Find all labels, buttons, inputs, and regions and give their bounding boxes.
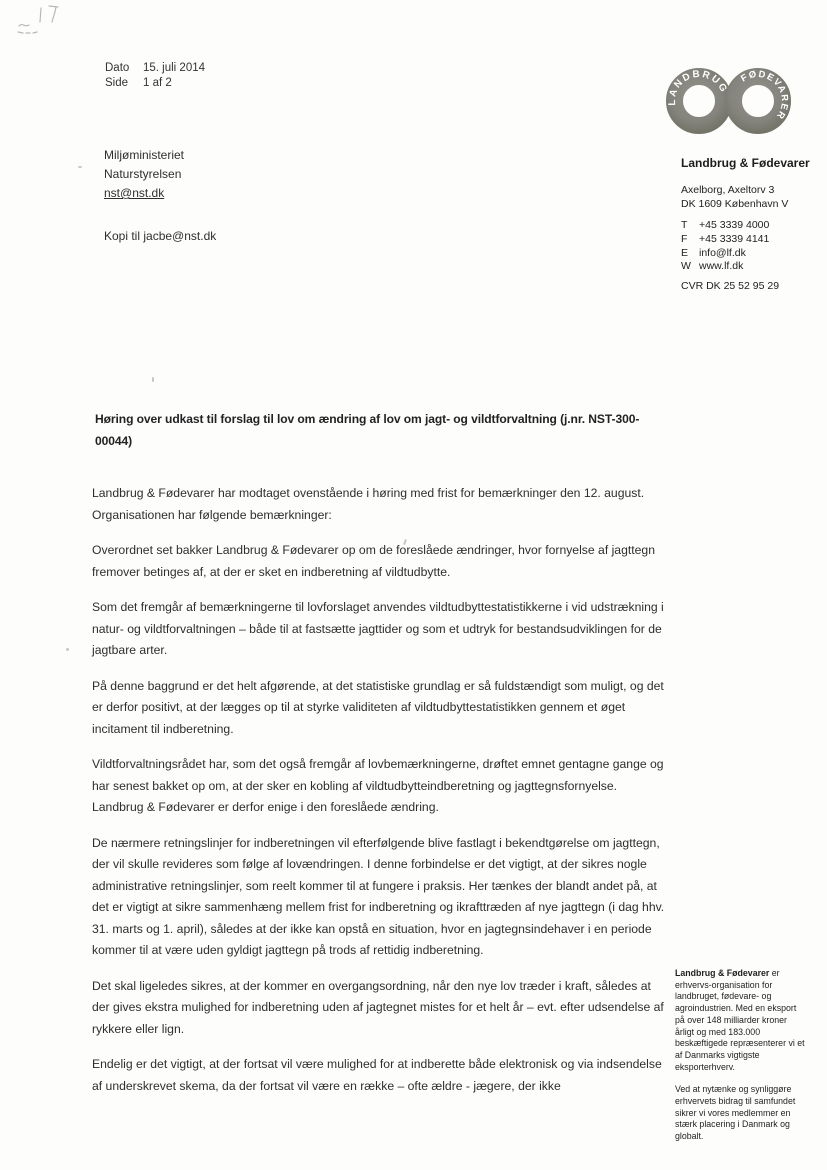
org-description-lead: Landbrug & Fødevarer (675, 968, 770, 978)
contact-web (681, 260, 769, 274)
contact-email (681, 247, 769, 261)
letter-subject: Høring over udkast til forslag til lov om ændring af lov om jagt- og vildtforvaltning (j.nr. NST-300-00044) (95, 412, 640, 448)
sender-cvr: CVR DK 25 52 95 29 (681, 280, 780, 292)
contact-web-prefix: W (681, 260, 691, 273)
paragraph: Landbrug & Fødevarer har modtaget ovenstående i høring med frist for bemærkninger den 12. august. Organisationen har følgende bemærkninger: (92, 486, 645, 522)
contact-web-value: www.lf.dk (699, 260, 744, 273)
paragraph: Vildtforvaltningsrådet har, som det også fremgår af lovbemærkningerne, drøftet emnet gentagne gange og har senest bakket op om, at der sker en kobling af vildtudbytteindberetning og jagttegnsfornyelse. Landbrug & Fødevarer er derfor enige i den foreslåede ændring. (92, 757, 664, 814)
letter-body (92, 483, 670, 1111)
sender-description-note (675, 968, 805, 1154)
page-label: Side (105, 77, 129, 89)
paragraph: Som det fremgår af bemærkningerne til lovforslaget anvendes vildtudbyttestatistikkerne i vid udstrækning i natur- og vildtforvaltningen – både til at fastsætte jagttider og som et udtryk for bestandsudviklingen for de jagtbare arter. (92, 600, 664, 657)
org-description (675, 968, 805, 1073)
contact-email-prefix: E (681, 246, 689, 259)
contact-phone (681, 219, 769, 233)
page-row (105, 76, 205, 91)
handwritten-pencil-mark (14, 2, 78, 44)
sender-address-line1: Axelborg, Axeltorv 3 (681, 184, 775, 196)
sender-address (681, 184, 788, 212)
scan-speck (66, 648, 69, 651)
scan-speck (78, 166, 82, 168)
landbrug-fodevarer-logo (662, 54, 796, 148)
letter-meta (105, 61, 205, 91)
paragraph: Endelig er det vigtigt, at der fortsat vil være mulighed for at indberette både elektronisk og via indsendelse af underskrevet skema, da der fortsat vil være en række – ofte ældre - jægere, der ikke (92, 1057, 662, 1093)
logo-ring-left-label: LANDBRUG (666, 68, 730, 106)
recipient-address (104, 146, 184, 203)
copy-recipient-line: Kopi til jacbe@nst.dk (104, 229, 217, 243)
sender-address-line2: DK 1609 København V (681, 197, 789, 210)
date-row (105, 61, 205, 76)
recipient-email: nst@nst.dk (104, 186, 165, 200)
date-value: 15. juli 2014 (143, 62, 206, 74)
paragraph: De nærmere retningslinjer for indberetningen vil efterfølgende blive fastlagt i bekendtgørelse om jagttegn, der vil skulle revideres som følge af lovændringen. I denne forbindelse er det vigtigt, at der sikres nogle administrative retningslinjer, som reelt kommer til at fungere i praksis. Her tænkes der blandt andet på, at det er vigtigt at sikre sammenhæng mellem frist for indberetning og ikrafttræden af nye jagttegn (i dag hhv. 31. marts og 1. april), således at der ikke kan opstå en situation, hvor en jagtegnsindehaver i en periode kommer til at være uden gyldigt jagttegn på trods af rettidig indberetning. (92, 835, 665, 957)
logo-ring-right-label: FØDEVARER (738, 67, 792, 123)
scan-speck (152, 377, 154, 382)
contact-fax-value: +45 3339 4141 (699, 232, 770, 245)
contact-fax-prefix: F (681, 232, 688, 245)
paragraph: Overordnet set bakker Landbrug & Fødevarer op om de foreslåede ændringer, hvor fornyelse af jagttegn fremover betinges af, at der er sket en indberetning af vildtudbytte. (92, 543, 655, 579)
paragraph: Det skal ligeledes sikres, at der kommer en overgangsordning, når den nye lov træder i kraft, således at der gives ekstra mulighed for indberetning uden af jagtegnet mistes for et helt år – evt. efter udsendelse af rykkere eller lign. (92, 978, 664, 1036)
paragraph: På denne baggrund er det helt afgørende, at det statistiske grundlag er så fuldstændigt som muligt, og det er derfor positivt, at der lægges op til at styrke validiteten af vildtudbyttestatistikken gennem et øget incitament til indberetning. (92, 678, 664, 736)
org-description-rest: er erhvervs-organisation for landbruget, fødevare- og agroindustrien. Med en eksport på over 148 milliarder kroner årligt og med 183.000 beskæftigede repræsenterer vi et af Danmarks vigtigste eksporterhverv. (675, 968, 805, 1072)
contact-phone-prefix: T (681, 219, 688, 231)
recipient-agency: Naturstyrelsen (104, 167, 182, 181)
page-value: 1 af 2 (143, 77, 172, 89)
contact-fax (681, 233, 769, 247)
contact-email-value: info@lf.dk (699, 246, 746, 259)
org-mission: Ved at nytænke og synliggøre erhvervets bidrag til samfundet sikrer vi vores medlemmer en stærk placering i Danmark og globalt. (675, 1084, 796, 1142)
date-label: Dato (105, 62, 130, 74)
sender-name: Landbrug & Fødevarer (681, 156, 810, 170)
sender-contacts (681, 219, 769, 274)
recipient-ministry: Miljøministeriet (104, 148, 185, 162)
contact-phone-value: +45 3339 4000 (699, 219, 770, 231)
